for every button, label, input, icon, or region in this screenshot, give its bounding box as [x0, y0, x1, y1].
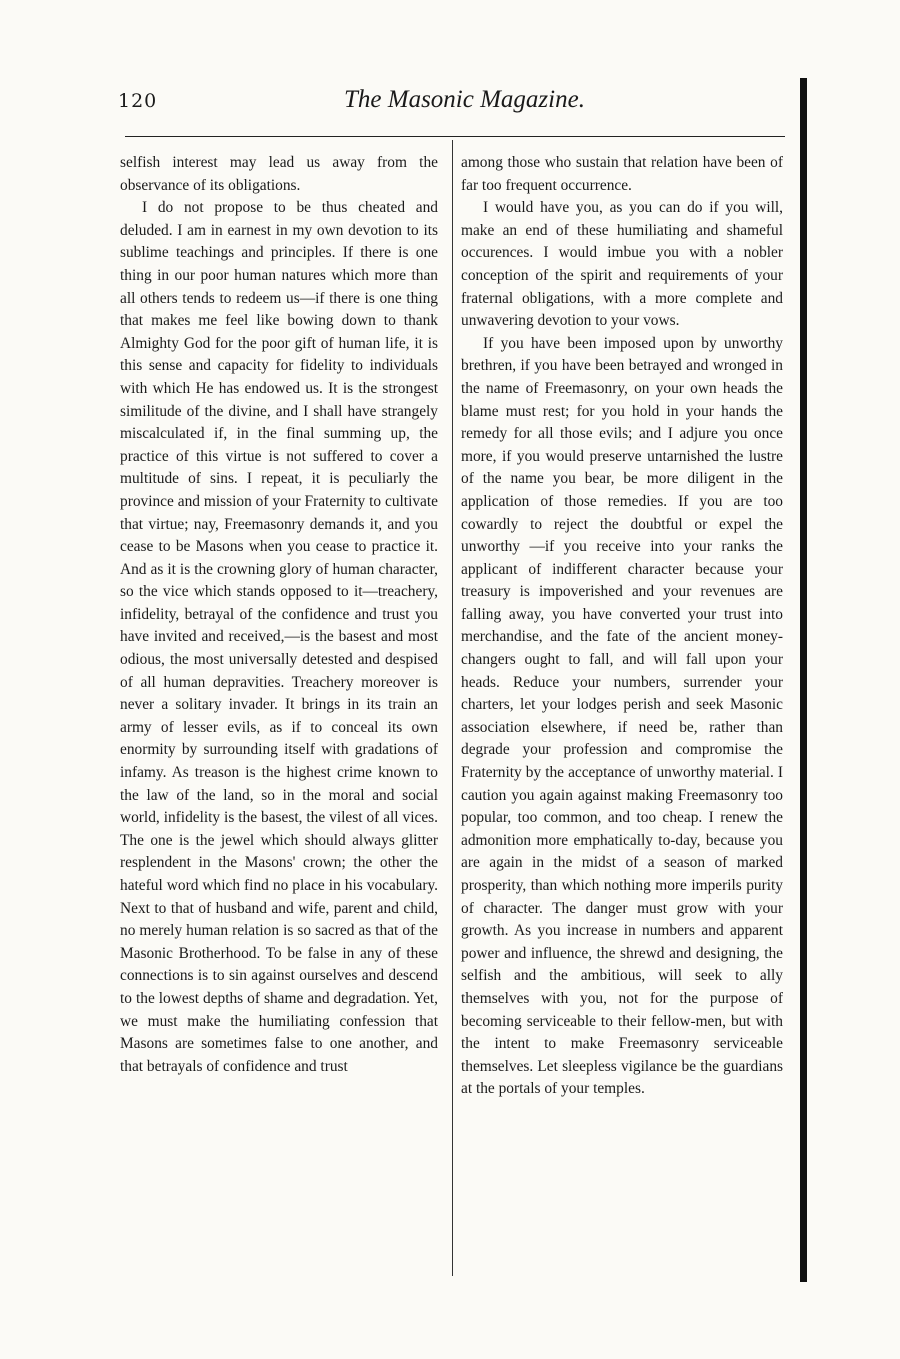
page-header [118, 86, 780, 120]
page-number: 120 [118, 90, 158, 112]
header-rule [125, 136, 785, 137]
left-column [120, 152, 438, 1078]
paragraph: I do not propose to be thus cheated and deluded. I am in earnest in my own devotion to its sublime teachings and principles. If there is one thing in our poor human natures which more than all others tends to redeem us—if there is one thing that makes me feel like bowing down to thank Almighty God for the poor gift of human life, it is this sense and capacity for fidelity to individuals with which He has endowed us. It is the strongest similitude of the divine, and I shall have strangely miscalculated if, in the final summing up, the practice of this virtue is not suffered to cover a multitude of sins. I repeat, it is peculiarly the province and mission of your Fraternity to cultivate that virtue; nay, Freemasonry demands it, and you cease to be Masons when you cease to practice it. And as it is the crowning glory of human character, so the vice which stands opposed to it—treachery, infidelity, betrayal of the confidence and trust you have invited and received,—is the basest and most odious, the most universally detested and despised of all human depravities. Treachery moreover is never a solitary invader. It brings in its train an army of lesser evils, as if to conceal its own enormity by surrounding itself with gradations of infamy. As treason is the highest crime known to the law of the land, so in the moral and social world, infidelity is the basest, the vilest of all vices. The one is the jewel which should always glitter resplendent in the Masons' crown; the other the hateful word which find no place in his vocabulary. Next to that of husband and wife, parent and child, no merely human relation is so sacred as that of the Masonic Brotherhood. To be false in any of these connections is to sin against ourselves and descend to the lowest depths of shame and degradation. Yet, we must make the humiliating confession that Masons are sometimes false to one another, and that betrayals of confidence and trust [120, 199, 438, 1075]
running-title: The Masonic Magazine. [344, 86, 585, 113]
column-divider [452, 140, 453, 1276]
right-column [461, 152, 783, 1101]
paragraph: among those who sustain that relation have been of far too frequent occurrence. [461, 154, 783, 194]
paragraph: I would have you, as you can do if you will, make an end of these humiliating and shameful occurences. I would imbue you with a nobler conception of the spirit and requirements of your fraternal obligations, with a more complete and unwavering devotion to your vows. [461, 199, 783, 330]
paragraph: selfish interest may lead us away from the observance of its obligations. [120, 154, 438, 194]
page-edge-bar [800, 78, 807, 1282]
paragraph: If you have been imposed upon by unworthy brethren, if you have been betrayed and wronged in the name of Freemasonry, on your own heads the blame must rest; for you hold in your hands the remedy for all those evils; and I adjure you once more, if you would preserve untarnished the lustre of the name you bear, be more diligent in the application of those remedies. If you are too cowardly to reject the doubtful or expel the unworthy —if you receive into your ranks the applicant of indifferent character because your treasury is impoverished and your revenues are falling away, you have converted your trust into merchandise, and the fate of the ancient money-changers ought to fall, and will fall upon your heads. Reduce your numbers, surrender your charters, let your lodges perish and seek Masonic association elsewhere, if need be, rather than degrade your profession and compromise the Fraternity by the acceptance of unworthy material. I caution you again against making Freemasonry too popular, too common, and too cheap. I renew the admonition more emphatically to-day, because you are again in the midst of a season of marked prosperity, than which nothing more imperils purity of character. The danger must grow with your growth. As you increase in numbers and apparent power and influence, the shrewd and designing, the selfish and the ambitious, will seek to ally themselves with you, not for the purpose of becoming serviceable to their fellow-men, but with the intent to make Freemasonry serviceable themselves. Let sleepless vigilance be the guardians at the portals of your temples. [461, 334, 783, 1098]
